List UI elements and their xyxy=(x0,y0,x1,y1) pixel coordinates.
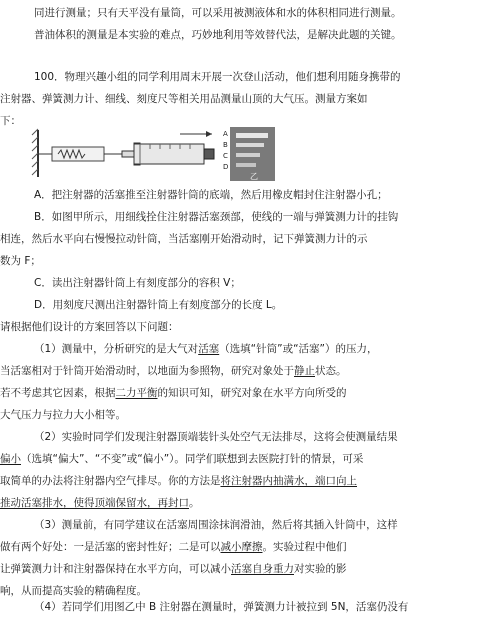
step-a: A．把注射器的活塞推至注射器针筒的底端，然后用橡皮帽封住注射器小孔； xyxy=(34,189,388,201)
part2-text-2b: （选填“偏大”、“不变”或“偏小”）。同学们联想到去医院打针的情景，可采 xyxy=(21,453,364,465)
part1-text-2b: 状态。 xyxy=(315,365,347,377)
part1-text-3a: 若不考虑其它因素，根据 xyxy=(0,387,116,399)
question-stem-text-1: 物理兴趣小组的同学利用周末开展一次登山活动，他们想利用随身携带的 xyxy=(64,71,401,83)
part3-text-2a: 做有两个好处：一是活塞的密封性好；二是可以 xyxy=(0,541,221,553)
intro-line-2: 普油体积的测量是本实验的难点，巧妙地利用等效替代法，是解决此题的关键。 xyxy=(34,29,402,41)
part2-answer-2: 将注射器内抽满水，端口向上 xyxy=(220,475,357,487)
apparatus-figure xyxy=(30,125,275,185)
part1-line-2 xyxy=(0,360,347,382)
part3-line-4: 响，从而提高实验的精确程度。 xyxy=(0,585,147,597)
figure-letter-b: B xyxy=(223,141,228,149)
part3-line-2 xyxy=(0,536,347,558)
prompt-line: 请根据他们设计的方案回答以下问题： xyxy=(0,321,179,333)
step-b-line-3: 数为 F； xyxy=(0,255,41,267)
intro-line-1: 同进行测量；只有天平没有量筒，可以采用被测液体和水的体积相同进行测量。 xyxy=(34,7,402,19)
step-d: D．用刻度尺测出注射器针筒上有刻度部分的长度 L。 xyxy=(34,299,283,311)
part3-line-3 xyxy=(0,558,347,580)
question-stem-line-1 xyxy=(34,66,401,88)
part4-line-1: （4）若同学们用图乙中 B 注射器在测量时，弹簧测力计被拉到 5N，活塞仍没有 xyxy=(34,601,409,613)
figure-letter-c: C xyxy=(223,152,228,160)
part1-line-1 xyxy=(34,338,377,360)
syringe-barrel-icon xyxy=(134,144,204,164)
part1-line-3 xyxy=(0,382,347,404)
part1-text-2a: 当活塞相对于针筒开始滑动时，以地面为参照物，研究对象处于 xyxy=(0,365,294,377)
part1-answer-2: 静止 xyxy=(294,365,315,377)
step-c: C．读出注射器针筒上有刻度部分的容积 V； xyxy=(34,277,241,289)
part3-answer-2: 活塞自身重力 xyxy=(231,563,294,575)
step-b-line-1: B．如图甲所示，用细线拴住注射器活塞颈部，使线的一端与弹簧测力计的挂钩 xyxy=(34,211,399,223)
plunger-rod-icon xyxy=(122,151,134,157)
part3-text-2b: 。实验过程中他们 xyxy=(262,541,347,553)
question-stem-line-3: 下： xyxy=(0,115,21,127)
part2-line-1: （2）实验时同学们发现注射器顶端装针头处空气无法排尽，这将会使测量结果 xyxy=(34,431,398,443)
part2-text-4b: 。 xyxy=(189,497,200,509)
part1-answer-3: 二力平衡 xyxy=(115,387,158,399)
step-b-line-2: 相连，然后水平向右慢慢拉动针筒，当活塞刚开始滑动时，记下弹簧测力计的示 xyxy=(0,233,368,245)
part2-text-3: 取简单的办法将注射器内空气排尽。你的方法是 xyxy=(0,475,221,487)
part2-answer-1: 偏小 xyxy=(0,453,21,465)
part1-text-3b: 的知识可知，研究对象在水平方向所受的 xyxy=(157,387,347,399)
part2-line-4 xyxy=(0,492,200,514)
part3-answer-1: 减小摩擦 xyxy=(220,541,263,553)
apparatus-figure-svg xyxy=(30,125,275,185)
question-number: 100． xyxy=(34,71,65,83)
part2-answer-3: 推动活塞排水，使得顶端保留水，再封口 xyxy=(0,497,189,509)
figure-label: 乙 xyxy=(250,172,258,181)
part1-answer-1: 活塞 xyxy=(198,343,220,355)
part1-line-4: 大气压力与拉力大小相等。 xyxy=(0,409,126,421)
part3-text-3b: 对实验的影 xyxy=(294,563,347,575)
part3-text-3a: 让弹簧测力计和注射器保持在水平方向，可以减小 xyxy=(0,563,231,575)
figure-letter-d: D xyxy=(223,163,229,171)
figure-letter-a: A xyxy=(223,130,228,138)
rubber-cap-icon xyxy=(204,149,214,159)
part1-text-1a: （1）测量中，分析研究的是大气对 xyxy=(34,343,199,355)
part2-line-3 xyxy=(0,470,357,492)
part3-line-1: （3）测量前，有同学建议在活塞周围涂抹润滑油，然后将其插入针筒中，这样 xyxy=(34,519,398,531)
question-stem-line-2: 注射器、弹簧测力计、细线、刻度尺等相关用品测量山顶的大气压。测量方案如 xyxy=(0,93,368,105)
part2-line-2 xyxy=(0,448,363,470)
part1-text-1b: （选填“针筒”或“活塞”）的压力， xyxy=(219,343,378,355)
